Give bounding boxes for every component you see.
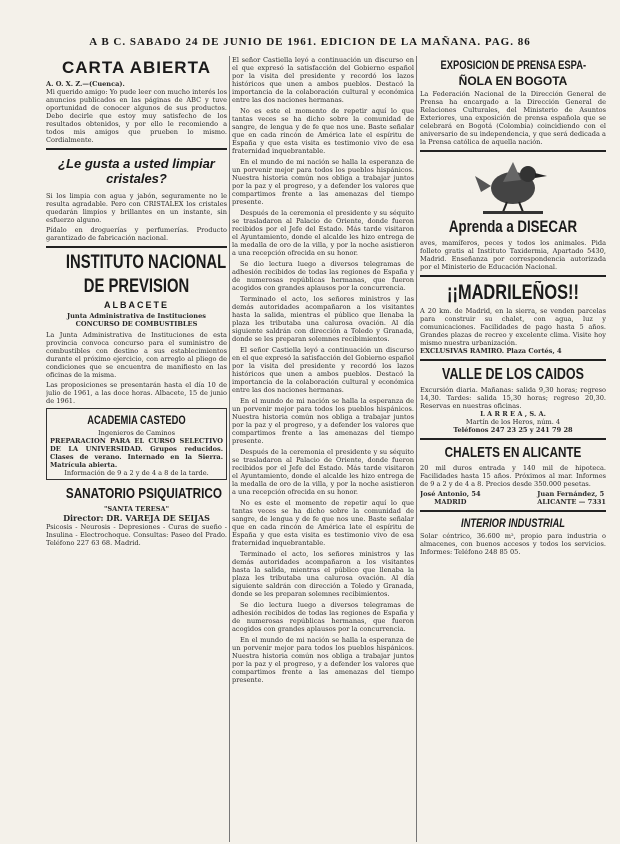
instituto-body: La Junta Administrativa de Instituciones de esta provincia convoca concurso para el suministro de combustibles con destino a sus establecimientos durante el próximo ejercicio, con arreglo al pliego de condiciones que se encuentra de manifiesto en las oficinas de la misma. xyxy=(46,331,227,379)
page-header: A B C. SABADO 24 DE JUNIO DE 1961. EDICION DE LA MAÑANA. PAG. 86 xyxy=(89,36,531,48)
divider xyxy=(46,246,227,248)
academia-castedo-ad xyxy=(46,408,227,480)
column-divider xyxy=(416,56,417,842)
valle-address: Martín de los Heros, núm. 4 xyxy=(465,418,561,426)
chalets-madrid-street: José Antonio, 54 xyxy=(420,490,481,498)
instituto-title-line2: DE PREVISION xyxy=(83,276,190,297)
sanatorio-subtitle: "SANTA TERESA" xyxy=(103,505,170,513)
instituto-subtitle2: CONCURSO DE COMBUSTIBLES xyxy=(75,320,198,328)
chalets-alicante-street: Juan Fernández, 5 xyxy=(537,490,605,498)
article-paragraph: En el mundo de mi nación se halla la esperanza de un porvenir mejor para todos los pueblos hispánicos. Nuestra historia común nos obliga a trabajar juntos por la paz y el progreso, y a defender los valores que compartimos frente a las amenazas del tiempo presente. xyxy=(232,636,414,684)
aprenda-body: aves, mamíferos, peces y todos los animales. Pida folleto gratis al Instituto Taxidermia, Apartado 5430, Madrid. Enseñanza por correspondencia autorizada por el Ministerio de Educación Nacional. xyxy=(420,239,606,271)
chalets-madrid-city: MADRID xyxy=(434,498,467,506)
chalets-alicante-city: ALICANTE — 7331 xyxy=(537,498,606,506)
middle-column xyxy=(232,56,414,842)
madrilenos-body: A 20 km. de Madrid, en la sierra, se venden parcelas para construir su chalet, con agua, luz y comunicaciones. Facilidades de pago hasta 5 años. Grandes plazas de recreo y excelente clima. Visite hoy mismo nuestra urbanización. xyxy=(420,307,606,347)
article-paragraph: El señor Castiella leyó a continuación un discurso en el que expresó la satisfacción del Gobierno español por la visita del presidente y recordó los lazos históricos que unen a ambos pueblos. Destacó la importancia de la colaboración cultural y económica entre las dos naciones hermanas. xyxy=(232,346,414,394)
chalets-alicante-title: CHALETS EN ALICANTE xyxy=(444,444,582,461)
limpiar-cristales-note: Pídalo en droguerías y perfumerías. Producto garantizado de fabricación nacional. xyxy=(46,226,227,242)
valle-company: L A R R E A , S. A. xyxy=(480,410,546,418)
article-paragraph: No es este el momento de repetir aquí lo que tantas veces se ha dicho sobre la comunidad de sangre, de lengua y de fe que nos une. Baste señalar que en cada rincón de América late el espíritu de España y que esta visita es testimonio vivo de esa fraternidad inquebrantable. xyxy=(232,107,414,155)
madrilenos-contact: EXCLUSIVAS RAMIRO. Plaza Cortés, 4 xyxy=(420,347,562,355)
madrilenos-title: ¡¡MADRILEÑOS!! xyxy=(447,281,579,304)
exposicion-title-line1: EXPOSICION DE PRENSA ESPA- xyxy=(440,58,587,72)
left-column xyxy=(46,56,227,842)
academia-subtitle: Ingenieros de Caminos xyxy=(98,429,175,437)
sanatorio-title: SANATORIO PSIQUIATRICO xyxy=(65,485,222,502)
instituto-body2: Las proposiciones se presentarán hasta el día 10 de julio de 1961, a las doce horas. Albacete, 15 de junio de 1961. xyxy=(46,381,227,405)
article-paragraph: No es este el momento de repetir aquí lo que tantas veces se ha dicho sobre la comunidad de sangre, de lengua y de fe que nos une. Baste señalar que en cada rincón de América late el espíritu de España y que esta visita es testimonio vivo de esa fraternidad inquebrantable. xyxy=(232,499,414,547)
article-paragraph: En el mundo de mi nación se halla la esperanza de un porvenir mejor para todos los pueblos hispánicos. Nuestra historia común nos obliga a trabajar juntos por la paz y el progreso, y a defender los valores que compartimos frente a las amenazas del tiempo presente. xyxy=(232,158,414,206)
article-paragraph: Terminado el acto, los señores ministros y las demás autoridades acompañaron a los visitantes hasta la salida, mientras el público que llenaba la plaza les tributaba una calurosa ovación. Al día siguiente saldrán con dirección a Toledo y Granada, donde se les preparan solemnes recibimientos. xyxy=(232,295,414,343)
sanatorio-doctor: Director: DR. VAREJA DE SEIJAS xyxy=(63,513,210,523)
sanatorio-body: Psicosis - Neurosis - Depresiones - Curas de sueño - Insulina - Electrochoque. Consultas: Paseo del Prado. Teléfono 227 63 68. Madrid. xyxy=(46,523,227,547)
valle-phones: Teléfonos 247 23 25 y 241 79 28 xyxy=(453,426,573,434)
instituto-title-line1: INSTITUTO NACIONAL xyxy=(65,252,227,273)
academia-hours: Información de 9 a 2 y de 4 a 8 de la tarde. xyxy=(64,469,209,477)
divider xyxy=(420,359,606,361)
article-paragraph: Después de la ceremonia el presidente y su séquito se trasladaron al Palacio de Oriente, donde fueron recibidos por el Jefe del Estado. Más tarde visitaron el Ayuntamiento, donde el alcalde les hizo entrega de la medalla de oro de la villa, y por la noche asistieron a una recepción ofrecida en su honor. xyxy=(232,448,414,496)
article-paragraph: Se dio lectura luego a diversos telegramas de adhesión recibidos de todas las regiones de España y de numerosas repúblicas hermanas, que fueron acogidos con grandes aplausos por la concurrencia. xyxy=(232,260,414,292)
valle-body: Excursión diaria. Mañanas: salida 9,30 horas; regreso 14,30. Tardes: salida 15,30 horas; regreso 20,30. Reservas en nuestras oficinas. xyxy=(420,386,606,410)
limpiar-cristales-title: ¿Le gusta a usted limpiar cristales? xyxy=(58,156,215,186)
divider xyxy=(420,150,606,152)
limpiar-cristales-body: Si los limpia con agua y jabón, seguramente no le resulta agradable. Pero con CRISTALEX los cristales quedarán limpios y brillantes en un instante, sin esfuerzo alguno. xyxy=(46,192,227,224)
carta-sender: A. O. X. Z.—(Cuenca). xyxy=(46,80,125,88)
article-paragraph: Terminado el acto, los señores ministros y las demás autoridades acompañaron a los visitantes hasta la salida, mientras el público que llenaba la plaza les tributaba una calurosa ovación. Al día siguiente saldrán con dirección a Toledo y Granada, donde se les preparan solemnes recibimientos. xyxy=(232,550,414,598)
interior-industrial-title: INTERIOR INDUSTRIAL xyxy=(460,516,566,530)
academia-body: PREPARACION PARA EL CURSO SELECTIVO DE LA UNIVERSIDAD. Grupos reducidos. Clases de verano. Internado en la Sierra. Matrícula abierta. xyxy=(50,437,223,469)
valle-caidos-title: VALLE DE LOS CAIDOS xyxy=(442,366,584,383)
divider xyxy=(46,148,227,150)
article-paragraph: Se dio lectura luego a diversos telegramas de adhesión recibidos de todas las regiones de España y de numerosas repúblicas hermanas, que fueron acogidos con grandes aplausos por la concurrencia. xyxy=(232,601,414,633)
article-paragraph: En el mundo de mi nación se halla la esperanza de un porvenir mejor para todos los pueblos hispánicos. Nuestra historia común nos obliga a trabajar juntos por la paz y el progreso, y a defender los valores que compartimos frente a las amenazas del tiempo presente. xyxy=(232,397,414,445)
interior-body: Solar céntrico, 36.600 m², propio para industria o almacenes, con buenos accesos y todos los servicios. Informes: Teléfono 248 85 05. xyxy=(420,532,606,556)
article-paragraph: El señor Castiella leyó a continuación un discurso en el que expresó la satisfacción del Gobierno español por la visita del presidente y recordó los lazos históricos que unen a ambos pueblos. Destacó la importancia de la colaboración cultural y económica entre las dos naciones hermanas. xyxy=(232,56,414,104)
carta-body: Mi querido amigo: Yo pude leer con mucho interés los anuncios publicados en las páginas de ABC y tuve oportunidad de conocer algunos de sus productos. Debo decirle que estoy muy satisfecho de los resultados obtenidos, y por ello le recomiendo a todos mis amigos que prueben lo mismo. Cordialmente. xyxy=(46,88,227,144)
exposicion-title-line2: ÑOLA EN BOGOTA xyxy=(458,74,568,88)
divider xyxy=(420,510,606,512)
column-divider xyxy=(229,56,230,842)
divider xyxy=(420,438,606,440)
exposicion-body: La Federación Nacional de la Dirección General de Prensa ha encargado a la Dirección General de Relaciones Culturales, del Ministerio de Asuntos Exteriores, una exposición de prensa española que se celebrará en Bogotá (Colombia) coincidiendo con el aniversario de su independencia, y que será dedicada a la Prensa católica de aquella nación. xyxy=(420,90,606,146)
aprenda-disecar-title: Aprenda a DISECAR xyxy=(448,217,578,236)
instituto-subtitle: Junta Administrativa de Instituciones xyxy=(67,312,206,320)
academia-title: ACADEMIA CASTEDO xyxy=(87,413,186,427)
instituto-city: ALBACETE xyxy=(104,300,169,310)
carta-abierta-title: CARTA ABIERTA xyxy=(62,58,211,77)
chalets-body: 20 mil duros entrada y 140 mil de hipoteca. Facilidades hasta 15 años. Próximos al mar. Informes de 9 a 2 y de 4 a 8. Precios desde 350.000 pesetas. xyxy=(420,464,606,488)
article-paragraph: Después de la ceremonia el presidente y su séquito se trasladaron al Palacio de Oriente, donde fueron recibidos por el Jefe del Estado. Más tarde visitaron el Ayuntamiento, donde el alcalde les hizo entrega de la medalla de oro de la villa, y por la noche asistieron a una recepción ofrecida en su honor. xyxy=(232,209,414,257)
chalets-addresses xyxy=(420,490,606,506)
stuffed-bird-illustration xyxy=(473,156,553,214)
right-column xyxy=(420,56,606,842)
divider xyxy=(420,275,606,277)
